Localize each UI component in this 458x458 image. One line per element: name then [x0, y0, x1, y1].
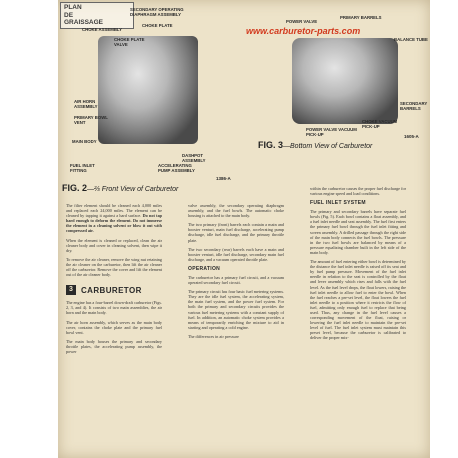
- callout-secondary-operating-diaphragm: SECONDARY OPERATING DIAPHRAGM ASSEMBLY: [130, 7, 184, 17]
- heading-fuel-inlet-system: FUEL INLET SYSTEM: [310, 200, 366, 207]
- watermark-line-1: PLAN: [64, 4, 82, 11]
- paragraph: The carburetor has a primary fuel circuit, and a vacuum operated secondary fuel circuit.: [188, 274, 284, 286]
- section-title: CARBURETOR: [81, 285, 142, 295]
- callout-fuel-inlet-fitting: FUEL INLET FITTING: [70, 163, 95, 173]
- callout-main-body: MAIN BODY: [72, 139, 97, 144]
- paragraph: The amount of fuel entering either bowl is determined by the distance the fuel inlet needle is raised off its seat and by fuel pump pressure. Movement of the fuel inlet needle in relation to the seat is controlled by the float and lever assembly which rises and falls with the fuel level. As the fuel level drops, the float lowers, raising the fuel inlet needle to allow fuel to enter the bowl. When the fuel reaches a pre-set level, the float lowers the fuel inlet needle to a position where it restricts the flow of fuel, admitting only enough fuel to replace that being used. Thus, any change in the fuel level causes a corresponding movement of the float, raising or lowering the fuel inlet needle to maintain the pre-set level of fuel. The fuel inlet system must maintain this preset level, because the carburetor is calibrated to deliver the proper mix-: [310, 259, 406, 341]
- paragraph: The primary circuit has four basic fuel metering systems. They are the idle fuel system, the accelerating system, the main fuel system, and the power fuel system. For both the primary and secondary circuits provides the various fuel metering systems with a constant supply of fuel. In addition, an automatic choke system provides a means of temporarily enriching the mixture to aid in starting and operating a cold engine.: [188, 289, 284, 330]
- text-column-2: [188, 203, 284, 343]
- paragraph: The main body houses the primary and secondary throttle plates, the accelerating pump assembly, the power: [66, 338, 162, 354]
- paragraph: The two secondary (rear) barrels each have a main and booster venturi, idle fuel discharge, secondary main fuel discharge, and a vacuum operated throttle plate.: [188, 246, 284, 262]
- callout-choke-vacuum-pickup: CHOKE VACUUM PICK-UP: [362, 119, 398, 129]
- figure-3-id: 1605-A: [404, 134, 419, 139]
- carburetor-bottom-photo: [292, 38, 398, 124]
- callout-power-valve: POWER VALVE: [286, 19, 318, 24]
- paragraph: The primary and secondary barrels have separate fuel bowls (Fig. 5). Each bowl contains a float assembly, and a fuel inlet needle and seat assembly. The fuel first enters the primary fuel bowl through the fuel inlet fitting and screen assembly. A drilled passage through the right side of the main body connects the fuel bowls. The pressure in the two fuel bowls are balanced by means of a pressure equalizing chamber built in the left side of the main body.: [310, 209, 406, 255]
- heading-operation: OPERATION: [188, 265, 221, 272]
- figure-3-caption: [258, 140, 372, 150]
- figure-3-caption-text: —Bottom View of Carburetor: [283, 143, 373, 150]
- paragraph: The two primary (front) barrels each contain a main and booster venturi, main fuel discharge, accelerating pump discharge, idle fuel discharge, and the primary throttle plate.: [188, 222, 284, 243]
- callout-balance-tube: BALANCE TUBE: [394, 37, 428, 42]
- figure-2-id: 1386-A: [216, 176, 231, 181]
- callout-primary-barrels: PRIMARY BARRELS: [340, 15, 382, 20]
- watermark-line-3: GRAISSAGE: [64, 19, 104, 26]
- paragraph: The air horn assembly, which serves as the main body cover, contains the choke plate and the primary fuel bowl vent.: [66, 319, 162, 335]
- paragraph-bold-text: Do not tap hard enough to deform the element. Do not immerse the element in a cleaning solvent or blow it out with compressed air.: [66, 213, 162, 234]
- figure-2-caption-text: —⅔ Front View of Carburetor: [87, 186, 179, 193]
- carburetor-front-photo: [98, 36, 198, 144]
- section-number-badge: 3: [66, 285, 76, 295]
- callout-dashpot-assembly: DASHPOT ASSEMBLY: [182, 153, 206, 163]
- callout-choke-plate: CHOKE PLATE: [142, 23, 173, 28]
- paragraph: [66, 203, 162, 234]
- section-header-carburetor: [66, 285, 162, 295]
- paragraph-text: The filter element should be cleaned each 4,000 miles and replaced each 24,000 miles. The element can be cleaned by tapping it against a hard surface.: [66, 203, 162, 219]
- callout-power-valve-vacuum-pickup: POWER VALVE VACUUM PICK-UP: [306, 127, 357, 137]
- callout-accelerating-pump-assembly: ACCELERATING PUMP ASSEMBLY: [158, 163, 195, 173]
- figure-2-front-view: [58, 0, 242, 193]
- paragraph: The engine has a four-barrel down-draft carburetor (Figs. 2, 3, and 4). It consists of two main assemblies, the air horn and the main body.: [66, 300, 162, 316]
- text-column-1: [66, 203, 162, 358]
- paragraph: valve assembly, the secondary operating diaphragm assembly, and the fuel bowls. The automatic choke housing is attached to the main body.: [188, 203, 284, 219]
- source-url-watermark: www.carburetor-parts.com: [246, 26, 361, 36]
- text-column-3: [310, 186, 406, 345]
- callout-air-horn-assembly: AIR HORN ASSEMBLY: [74, 99, 98, 109]
- figure-2-caption: [62, 183, 178, 193]
- figure-3-caption-prefix: FIG. 3: [258, 140, 284, 150]
- paragraph: within the carburetor causes the proper fuel discharge for various engine speed and load conditions.: [310, 186, 406, 197]
- paragraph: When the element is cleaned or replaced, clean the air cleaner body and cover in cleaning solvent, then wipe it dry.: [66, 237, 162, 253]
- callout-choke-plate-valve: CHOKE PLATE VALVE: [114, 37, 145, 47]
- paragraph: The differences in air pressure: [188, 333, 239, 339]
- figure-2-caption-prefix: FIG. 2: [62, 183, 88, 193]
- callout-primary-bowl-vent: PRIMARY BOWL VENT: [74, 115, 108, 125]
- callout-secondary-barrels: SECONDARY BARRELS: [400, 101, 428, 111]
- watermark-line-2: DE: [64, 11, 74, 19]
- paragraph: To remove the air cleaner, remove the wing nut retaining the air cleaner on the carburetor, then lift the air cleaner off the carburetor. Remove the cover and lift the element out of the air cleaner body.: [66, 256, 162, 278]
- manual-page: [58, 0, 430, 458]
- figure-3-bottom-view: [244, 0, 430, 190]
- callout-choke-assembly: CHOKE ASSEMBLY: [82, 27, 123, 32]
